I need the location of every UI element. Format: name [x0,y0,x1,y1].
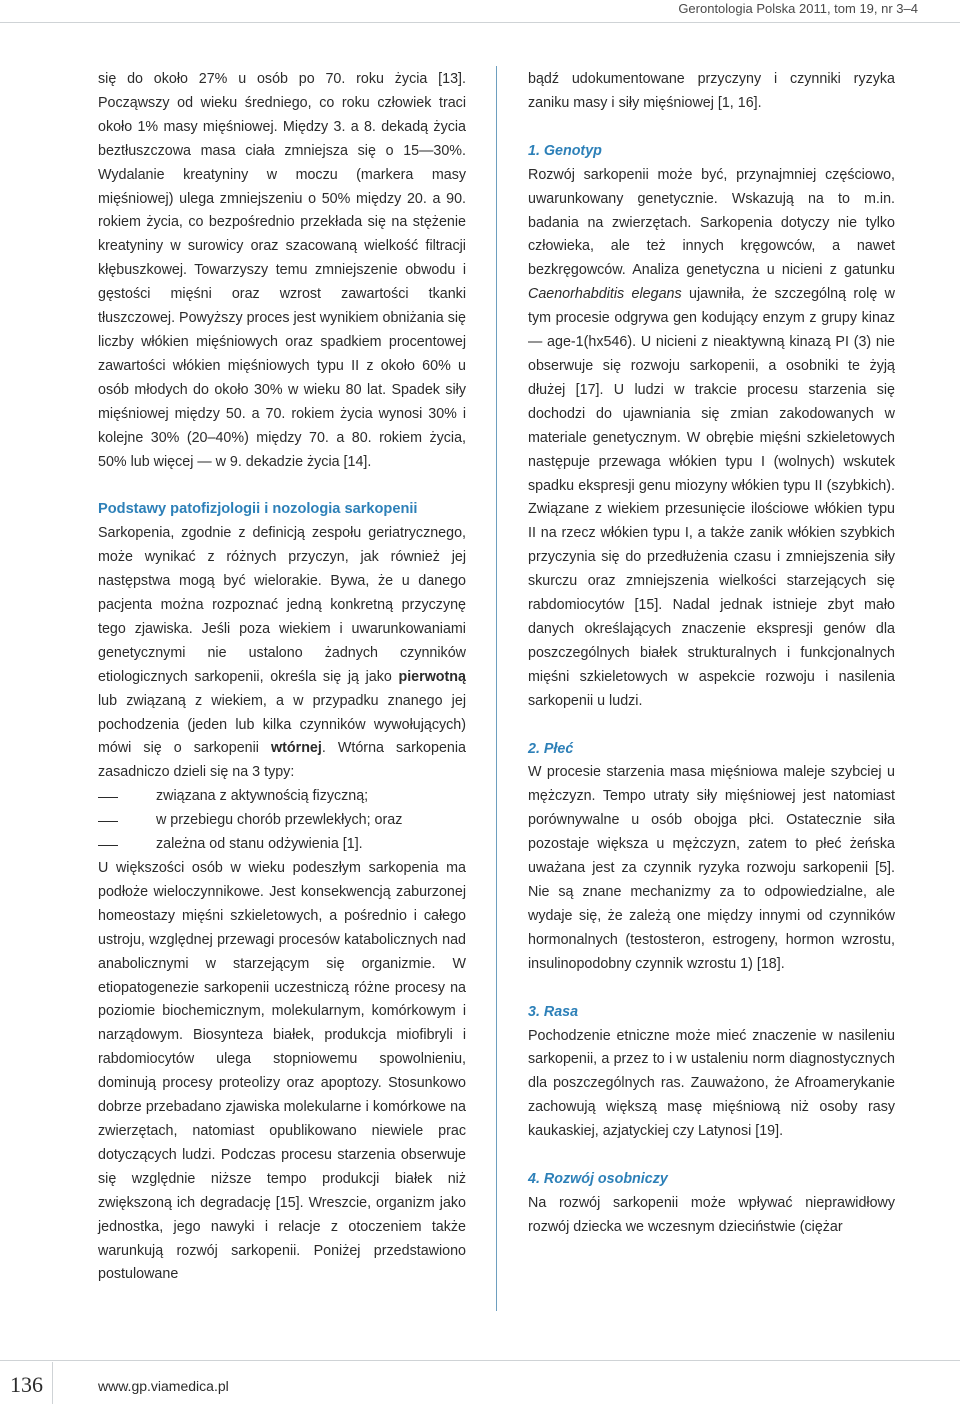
list-item-text: zależna od stanu odżywienia [1]. [156,836,363,853]
body-paragraph: Pochodzenie etniczne może mieć znaczenie w nasileniu sarkopenii, a przez to i w ustaleniu norm diagnostycznych dla poszczególnych ras. Zauważono, że Afroamerykanie zachowują większą masę mięśniową niż osoby rasy kaukaskiej, azjatyckiej czy Latynosi [19]. [528,1027,895,1140]
list-item [98,809,466,833]
type-list [98,785,466,857]
subsection-heading-development: 4. Rozwój osobniczy [528,1171,668,1188]
term-secondary: wtórnej [271,740,322,757]
left-column [98,68,466,1287]
body-paragraph: się do około 27% u osób po 70. roku życia [13]. Począwszy od wieku średniego, co roku człowiek traci około 1% masy mięśniowej. Między 3. a 8. dekadą życia beztłuszczowa masa ciała zmniejsza się o 15—30%. Wydalanie kreatyniny w moczu (markera masy mięśniowej) ulega zmniejszeniu o 50% między 20. a 90. rokiem życia, co bezpośrednio przekłada się na stężenie kreatyniny w surowicy oraz szacowaną wielkość filtracji kłębuszkowej. Towarzyszy temu zmniejszenie obwodu i gęstości mięśni oraz wzrost zawartości tkanki tłuszczowej. Powyższy proces jest wynikiem obniżania się liczby włókien mięśniowych oraz spadkiem procentowej zawartości włókien mięśniowych typu II z około 60% u osób młodych do około 30% w wieku 80 lat. Spadek siły mięśniowej między 50. a 70. rokiem życia wynosi 30% i kolejne 30% (20–40%) między 70. a 80. rokiem życia, 50% lub więcej — w 9. dekadzie życia [14]. [98,71,466,470]
spacer [528,977,895,1001]
list-item-text: w przebiegu chorób przewlekłych; oraz [156,812,403,829]
spacer [528,714,895,738]
body-paragraph: U większości osób w wieku podeszłym sarkopenia ma podłoże wieloczynnikowe. Jest konsekwencją zaburzonej homeostazy mięśni szkieletowych, a pośrednio i całego ustroju, względnej przewagi procesów katabolicznych nad anabolicznymi w starzejącym się organizmie. W etiopatogenezie sarkopenii uczestniczą różne procesy na poziomie biochemicznym, molekularnym, komórkowym i narządowym. Biosynteza białek, produkcja miofibryli i rabdomiocytów ulega stopniowemu spowolnieniu, dominują procesy proteolizy oraz apoptozy. Stosunkowo dobrze przebadano zjawiska molekularne i komórkowe na zwierzętach, natomiast opublikowano niewiele prac dotyczących ludzi. Podczas procesu starzenia obserwuje się względnie niższe tempo produkcji białek niż zwiększoną ich degradację [15]. Wreszcie, organizm jako jednostka, jego nawyki i relacje z otoczeniem także warunkują rozwój sarkopenii. Poniżej przedstawiono postulowane [98,860,466,1283]
body-paragraph [528,164,895,714]
spacer [98,474,466,498]
body-paragraph [98,522,466,785]
body-paragraph: W procesie starzenia masa mięśniowa maleje szybciej u mężczyzn. Tempo utraty siły mięśniowej jest natomiast porównywalne u osób obojga płci. Ostatecznie siła pozostaje większa u mężczyzn, zatem to płeć żeńska uważana jest za czynnik ryzyka rozwoju sarkopenii [5]. Nie są znane mechanizmy za to odpowiedzialne, ale wydaje się, że zależą one między innymi od czynników hormonalnych (testosteron, estrogeny, hormon wzrostu, insulinopodobny czynnik wzrostu 1) [18]. [528,764,895,972]
list-item [98,833,466,857]
right-column [528,68,895,1240]
section-heading: Podstawy patofizjologii i nozologia sarkopenii [98,501,418,518]
subsection-heading-sex: 2. Płeć [528,740,574,757]
spacer [528,116,895,140]
list-item [98,785,466,809]
term-primary: pierwotną [398,668,466,685]
subsection-heading-genotype: 1. Genotyp [528,142,602,159]
footer-rule [0,1360,960,1361]
column-divider [496,66,497,1311]
text-run: ujawniła, że szczególną rolę w tym procesie odgrywa gen kodujący enzym z grupy kinaz — age-1(hx546). U nicieni z nieaktywną kinazą PI (3) nie obserwuje się rozwoju sarkopenii, a osobniki te żyją dłużej [17]. U ludzi w trakcie procesu starzenia się dochodzi do ujawniania się zmian zakodowanych w materiale genetycznym. W obrębie mięśni szkieletowych następuje przewaga włókien typu I (wolnych) wskutek spadku ekspresji genu miozyny włókien typu II (szybkich). Związane z wiekiem przesunięcie ilościowe włókien typu II na rzecz włókien typu I, a także zanik włókien szybkich przyczynia się do przedłużenia czasu i zmniejszenia siły skurczu oraz zmniejszenia wielkości starzejących się rabdomiocytów [15]. Nadal jednak istnieje zbyt mało danych określających znaczenie ekspresji genów dla poszczególnych białek strukturalnych i funkcjonalnych mięśni szkieletowych w aspekcie rozwoju i nasilenia sarkopenii u ludzi. [528,286,895,709]
text-run: Sarkopenia, zgodnie z definicją zespołu geriatrycznego, może wynikać z różnych przyczyn, jak również jej następstwa mogą być wielorakie. Bywa, że u danego pacjenta można rozpoznać jedną konkretną przyczynę tego zjawiska. Jeśli poza wiekiem i uwarunkowaniami genetycznymi nie ustalono żadnych czynników etiologicznych sarkopenii, określa się ją jako [98,525,466,685]
body-paragraph: bądź udokumentowane przyczyny i czynniki ryzyka zaniku masy i siły mięśniowej [1, 16]. [528,71,895,111]
footer-separator [52,1362,53,1404]
species-name: Caenorhabditis elegans [528,286,682,303]
dash-marker [98,797,118,798]
header-rule [0,22,960,23]
dash-marker [98,845,118,846]
body-paragraph: Na rozwój sarkopenii może wpływać nieprawidłowy rozwój dziecka we wczesnym dzieciństwie (ciężar [528,1194,895,1235]
spacer [528,1144,895,1168]
journal-reference: Gerontologia Polska 2011, tom 19, nr 3–4 [678,1,918,16]
text-run: Rozwój sarkopenii może być, przynajmniej częściowo, uwarunkowany genetycznie. Wskazują na to m.in. badania na zwierzętach. Sarkopenia dotyczy nie tylko człowieka, ale też innych kręgowców, a nawet bezkręgowców. Analiza genetyczna u nicieni z gatunku [528,166,895,279]
text-run: . Wtórna sarkopenia zasadniczo dzieli się na 3 typy: [98,740,466,781]
dash-marker [98,821,118,822]
page-number: 136 [10,1372,43,1397]
subsection-heading-race: 3. Rasa [528,1003,579,1020]
text-run: lub związaną z wiekiem, a w przypadku znanego jej pochodzenia (jeden lub kilka czynników wywołujących) mówi się o sarkopenii [98,692,466,757]
footer-url: www.gp.viamedica.pl [98,1378,229,1394]
list-item-text: związana z aktywnością fizyczną; [156,788,369,805]
running-head [0,0,918,23]
